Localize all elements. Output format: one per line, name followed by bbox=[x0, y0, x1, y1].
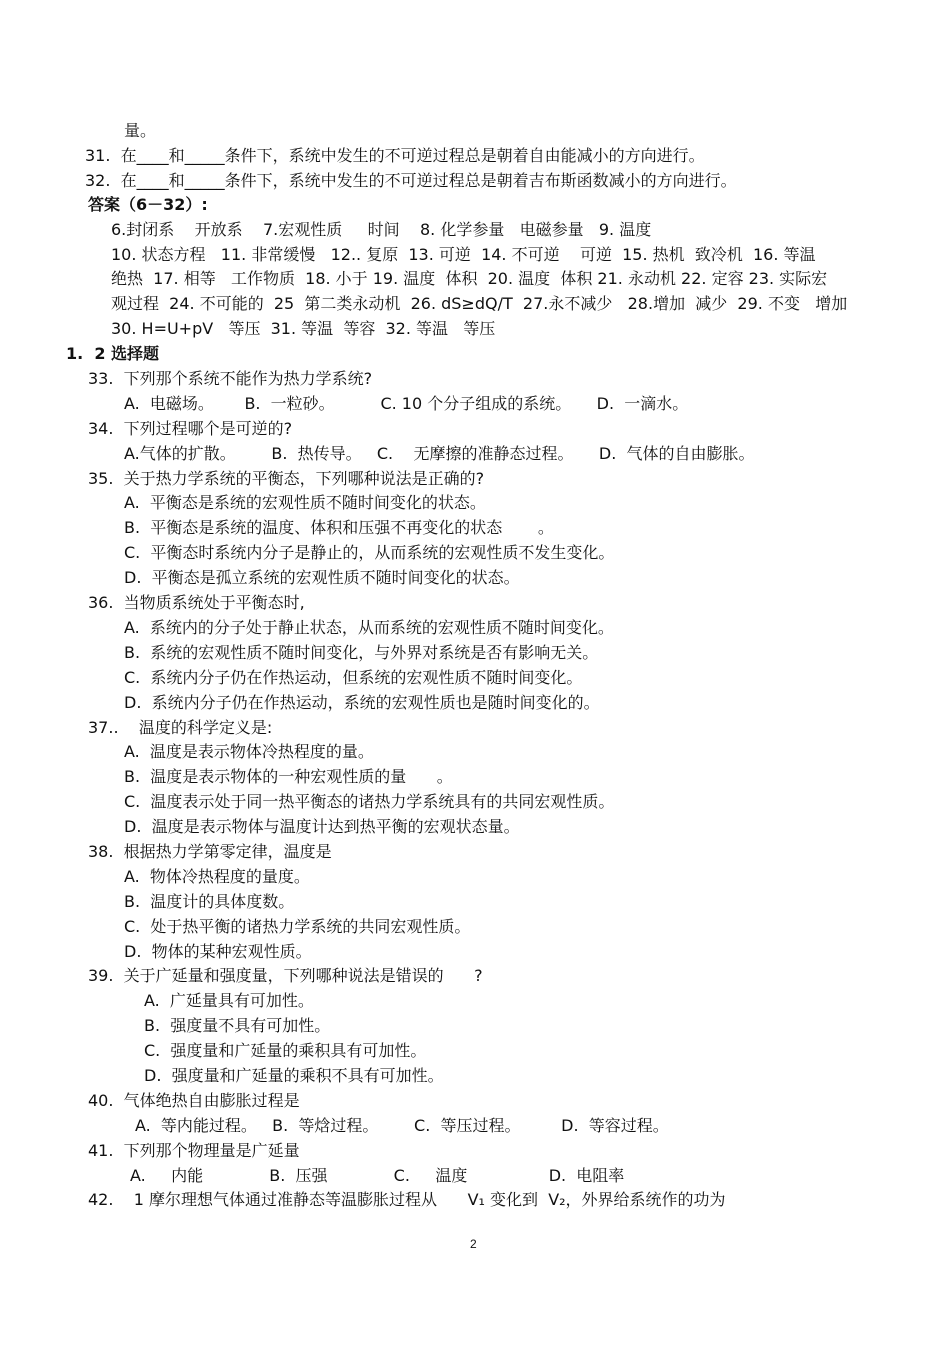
text-line: C. 强度量和广延量的乘积具有可加性。 bbox=[144, 1041, 427, 1060]
text-line: A.气体的扩散。 B. 热传导。 C. 无摩擦的准静态过程。 D. 气体的自由膨胀。 bbox=[124, 444, 755, 463]
text-line: 42. 1 摩尔理想气体通过准静态等温膨胀过程从 V₁ 变化到 V₂，外界给系统作的功为 bbox=[88, 1190, 726, 1209]
text-line: B. 温度计的具体度数。 bbox=[124, 892, 295, 911]
text-line: A. 电磁场。 B. 一粒砂。 C. 10 个分子组成的系统。 D. 一滴水。 bbox=[124, 394, 689, 413]
text-line: C. 温度表示处于同一热平衡态的诸热力学系统具有的共同宏观性质。 bbox=[124, 792, 615, 811]
text-line: B. 平衡态是系统的温度、体积和压强不再变化的状态 。 bbox=[124, 518, 554, 537]
text-line: 32. 在____和_____条件下，系统中发生的不可逆过程总是朝着吉布斯函数减小的方向进行。 bbox=[85, 171, 737, 190]
page-number: 2 bbox=[470, 1237, 477, 1251]
text-line: 31. 在____和_____条件下，系统中发生的不可逆过程总是朝着自由能减小的方向进行。 bbox=[85, 146, 705, 165]
text-line: 41. 下列那个物理量是广延量 bbox=[88, 1141, 300, 1160]
text-line: 37.. 温度的科学定义是: bbox=[88, 718, 273, 737]
text-line: A. 温度是表示物体冷热程度的量。 bbox=[124, 742, 374, 761]
text-line: 6.封闭系 开放系 7.宏观性质 时间 8. 化学参量 电磁参量 9. 温度 bbox=[111, 220, 652, 239]
text-line: A. 等内能过程。 B. 等焓过程。 C. 等压过程。 D. 等容过程。 bbox=[135, 1116, 669, 1135]
text-line: C. 处于热平衡的诸热力学系统的共同宏观性质。 bbox=[124, 917, 471, 936]
text-line: D. 强度量和广延量的乘积不具有可加性。 bbox=[144, 1066, 444, 1085]
text-line: D. 平衡态是孤立系统的宏观性质不随时间变化的状态。 bbox=[124, 568, 520, 587]
text-line: A. 物体冷热程度的量度。 bbox=[124, 867, 310, 886]
text-line: D. 系统内分子仍在作热运动，系统的宏观性质也是随时间变化的。 bbox=[124, 693, 600, 712]
text-line: C. 系统内分子仍在作热运动，但系统的宏观性质不随时间变化。 bbox=[124, 668, 583, 687]
text-line: 33. 下列那个系统不能作为热力学系统? bbox=[88, 369, 373, 388]
text-line: 答案（6－32）: bbox=[88, 195, 208, 214]
text-line: A. 广延量具有可加性。 bbox=[144, 991, 314, 1010]
text-line: 1. 2 选择题 bbox=[66, 344, 160, 363]
text-line: 量。 bbox=[124, 121, 157, 140]
text-line: C. 平衡态时系统内分子是静止的，从而系统的宏观性质不发生变化。 bbox=[124, 543, 615, 562]
text-line: 38. 根据热力学第零定律，温度是 bbox=[88, 842, 332, 861]
text-line: 观过程 24. 不可能的 25 第二类永动机 26. dS≥dQ/T 27.永不减少 28.增加 减少 29. 不变 增加 bbox=[111, 294, 848, 313]
text-line: D. 物体的某种宏观性质。 bbox=[124, 942, 312, 961]
text-line: D. 温度是表示物体与温度计达到热平衡的宏观状态量。 bbox=[124, 817, 520, 836]
text-line: 10. 状态方程 11. 非常缓慢 12.. 复原 13. 可逆 14. 不可逆 可逆 15. 热机 致冷机 16. 等温 bbox=[111, 245, 816, 264]
text-line: A. 内能 B. 压强 C. 温度 D. 电阻率 bbox=[130, 1166, 625, 1185]
text-line: 35. 关于热力学系统的平衡态，下列哪种说法是正确的? bbox=[88, 469, 485, 488]
text-line: A. 平衡态是系统的宏观性质不随时间变化的状态。 bbox=[124, 493, 486, 512]
text-line: 34. 下列过程哪个是可逆的? bbox=[88, 419, 293, 438]
text-line: 40. 气体绝热自由膨胀过程是 bbox=[88, 1091, 300, 1110]
text-line: 39. 关于广延量和强度量，下列哪种说法是错误的 ? bbox=[88, 966, 483, 985]
text-line: B. 系统的宏观性质不随时间变化，与外界对系统是否有影响无关。 bbox=[124, 643, 599, 662]
text-line: 30. H=U+pV 等压 31. 等温 等容 32. 等温 等压 bbox=[111, 319, 496, 338]
text-line: 36. 当物质系统处于平衡态时, bbox=[88, 593, 305, 612]
text-line: A. 系统内的分子处于静止状态，从而系统的宏观性质不随时间变化。 bbox=[124, 618, 614, 637]
text-line: 绝热 17. 相等 工作物质 18. 小于 19. 温度 体积 20. 温度 体积 21. 永动机 22. 定容 23. 实际宏 bbox=[111, 269, 828, 288]
text-line: B. 温度是表示物体的一种宏观性质的量 。 bbox=[124, 767, 453, 786]
text-line: B. 强度量不具有可加性。 bbox=[144, 1016, 331, 1035]
